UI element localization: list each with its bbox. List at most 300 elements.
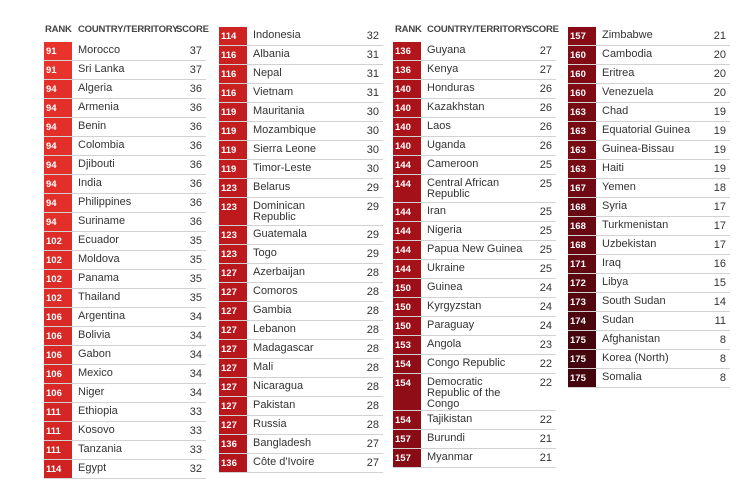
rank-cell: 172	[568, 274, 596, 292]
score-cell: 37	[189, 64, 202, 76]
country-cell: Madagascar	[253, 342, 314, 354]
ranking-row	[44, 422, 206, 441]
country-cell: Tajikistan	[427, 413, 473, 425]
score-cell: 34	[189, 349, 202, 361]
country-cell: Myanmar	[427, 451, 473, 463]
score-cell: 24	[539, 320, 552, 332]
ranking-row	[219, 359, 383, 378]
score-cell: 30	[366, 163, 379, 175]
ranking-row	[393, 317, 556, 336]
score-cell: 35	[189, 273, 202, 285]
rank-cell: 163	[568, 141, 596, 159]
score-cell: 32	[189, 463, 202, 475]
score-cell: 36	[189, 178, 202, 190]
country-header: COUNTRY/TERRITORY	[78, 24, 179, 35]
country-cell: Tanzania	[78, 443, 123, 455]
ranking-row	[44, 403, 206, 422]
score-cell: 20	[713, 68, 726, 80]
ranking-row	[393, 298, 556, 317]
country-cell: Russia	[253, 418, 287, 430]
rank-cell: 127	[219, 378, 247, 396]
rank-cell: 119	[219, 103, 247, 121]
rank-cell: 144	[393, 260, 421, 278]
rank-cell: 94	[44, 118, 72, 136]
ranking-row	[44, 156, 206, 175]
score-cell: 30	[366, 144, 379, 156]
ranking-row	[393, 279, 556, 298]
rank-cell: 160	[568, 65, 596, 83]
ranking-row	[393, 411, 556, 430]
rank-cell: 127	[219, 397, 247, 415]
rank-header: RANK	[395, 24, 422, 35]
country-cell: Bolivia	[78, 329, 111, 341]
score-cell: 26	[539, 121, 552, 133]
rank-cell: 127	[219, 302, 247, 320]
score-cell: 21	[539, 433, 552, 445]
score-cell: 36	[189, 102, 202, 114]
score-cell: 14	[713, 296, 726, 308]
rank-cell: 102	[44, 289, 72, 307]
ranking-row	[568, 141, 730, 160]
score-cell: 18	[713, 182, 726, 194]
rank-cell: 123	[219, 198, 247, 225]
rank-cell: 123	[219, 179, 247, 197]
score-cell: 33	[189, 444, 202, 456]
country-cell: Paraguay	[427, 319, 475, 331]
ranking-row	[568, 27, 730, 46]
ranking-row	[393, 118, 556, 137]
country-cell: Nicaragua	[253, 380, 304, 392]
rank-cell: 106	[44, 365, 72, 383]
country-cell: Papua New Guinea	[427, 243, 523, 255]
score-cell: 36	[189, 197, 202, 209]
country-cell: Korea (North)	[602, 352, 669, 364]
rank-cell: 114	[219, 27, 247, 45]
country-cell: Suriname	[78, 215, 126, 227]
country-cell: Democratic Republic of the Congo	[427, 376, 501, 410]
country-cell: Belarus	[253, 181, 291, 193]
score-cell: 25	[539, 178, 552, 190]
score-cell: 22	[539, 414, 552, 426]
ranking-row	[393, 222, 556, 241]
ranking-row	[393, 99, 556, 118]
rank-cell: 144	[393, 175, 421, 202]
score-cell: 21	[539, 452, 552, 464]
country-cell: Armenia	[78, 101, 119, 113]
country-cell: Nepal	[253, 67, 282, 79]
rank-cell: 140	[393, 137, 421, 155]
rank-cell: 94	[44, 175, 72, 193]
rank-cell: 106	[44, 384, 72, 402]
score-cell: 25	[539, 206, 552, 218]
score-cell: 28	[366, 286, 379, 298]
country-cell: Panama	[78, 272, 119, 284]
rank-cell: 140	[393, 99, 421, 117]
score-cell: 22	[539, 377, 552, 389]
rank-cell: 150	[393, 279, 421, 297]
country-cell: Central African Republic	[427, 177, 500, 200]
country-cell: Zimbabwe	[602, 29, 653, 41]
score-cell: 8	[719, 372, 726, 384]
country-cell: Haiti	[602, 162, 625, 174]
score-cell: 30	[366, 106, 379, 118]
rank-cell: 175	[568, 369, 596, 387]
rank-cell: 116	[219, 84, 247, 102]
score-cell: 28	[366, 419, 379, 431]
ranking-row	[219, 416, 383, 435]
ranking-row	[219, 226, 383, 245]
country-cell: Guatemala	[253, 228, 307, 240]
rank-cell: 116	[219, 65, 247, 83]
country-cell: Turkmenistan	[602, 219, 669, 231]
rank-header: RANK	[45, 24, 72, 35]
ranking-row	[44, 80, 206, 99]
country-cell: Kyrgyzstan	[427, 300, 482, 312]
score-cell: 8	[719, 353, 726, 365]
country-cell: Yemen	[602, 181, 636, 193]
rank-cell: 154	[393, 355, 421, 373]
country-cell: Gabon	[78, 348, 112, 360]
country-cell: Sierra Leone	[253, 143, 316, 155]
score-cell: 25	[539, 159, 552, 171]
score-cell: 28	[366, 305, 379, 317]
score-cell: 28	[366, 267, 379, 279]
country-cell: Uganda	[427, 139, 466, 151]
country-cell: Argentina	[78, 310, 126, 322]
country-cell: Comoros	[253, 285, 298, 297]
country-cell: Timor-Leste	[253, 162, 312, 174]
ranking-row	[219, 245, 383, 264]
ranking-row	[44, 270, 206, 289]
country-cell: Somalia	[602, 371, 642, 383]
country-cell: Gambia	[253, 304, 292, 316]
rank-cell: 160	[568, 46, 596, 64]
score-cell: 36	[189, 140, 202, 152]
ranking-row	[44, 327, 206, 346]
rank-cell: 154	[393, 374, 421, 410]
rank-cell: 150	[393, 298, 421, 316]
country-cell: Chad	[602, 105, 629, 117]
score-cell: 28	[366, 324, 379, 336]
country-cell: Philippines	[78, 196, 132, 208]
rank-cell: 168	[568, 217, 596, 235]
country-cell: Guyana	[427, 44, 466, 56]
rank-cell: 106	[44, 327, 72, 345]
country-cell: Uzbekistan	[602, 238, 657, 250]
ranking-row	[219, 340, 383, 359]
country-cell: Venezuela	[602, 86, 654, 98]
score-cell: 19	[713, 163, 726, 175]
ranking-row	[393, 374, 556, 411]
score-cell: 21	[713, 30, 726, 42]
score-cell: 34	[189, 368, 202, 380]
ranking-row	[568, 160, 730, 179]
score-cell: 22	[539, 358, 552, 370]
score-cell: 17	[713, 220, 726, 232]
score-cell: 16	[713, 258, 726, 270]
ranking-row	[219, 103, 383, 122]
country-cell: Benin	[78, 120, 107, 132]
country-cell: Thailand	[78, 291, 121, 303]
ranking-row	[568, 350, 730, 369]
ranking-row	[393, 80, 556, 99]
country-cell: Ecuador	[78, 234, 119, 246]
score-cell: 27	[539, 45, 552, 57]
ranking-row	[393, 336, 556, 355]
rank-cell: 168	[568, 236, 596, 254]
country-cell: Togo	[253, 247, 277, 259]
ranking-row	[568, 312, 730, 331]
score-cell: 24	[539, 282, 552, 294]
country-cell: Angola	[427, 338, 462, 350]
ranking-row	[44, 384, 206, 403]
rank-cell: 102	[44, 251, 72, 269]
score-cell: 24	[539, 301, 552, 313]
country-cell: Kazakhstan	[427, 101, 485, 113]
country-cell: Dominican Republic	[253, 200, 305, 223]
rank-cell: 140	[393, 118, 421, 136]
country-cell: Albania	[253, 48, 290, 60]
score-cell: 27	[366, 457, 379, 469]
ranking-row	[219, 27, 383, 46]
ranking-row	[568, 217, 730, 236]
rank-cell: 114	[44, 460, 72, 478]
rank-cell: 123	[219, 245, 247, 263]
ranking-row	[568, 65, 730, 84]
ranking-row	[393, 260, 556, 279]
score-cell: 34	[189, 387, 202, 399]
country-cell: Mali	[253, 361, 274, 373]
ranking-row	[568, 46, 730, 65]
rank-cell: 102	[44, 232, 72, 250]
score-cell: 23	[539, 339, 552, 351]
country-cell: Egypt	[78, 462, 107, 474]
rank-cell: 157	[568, 27, 596, 45]
score-cell: 35	[189, 235, 202, 247]
score-cell: 29	[366, 248, 379, 260]
score-cell: 26	[539, 83, 552, 95]
country-cell: Iran	[427, 205, 446, 217]
ranking-row	[568, 236, 730, 255]
rank-cell: 91	[44, 42, 72, 60]
score-cell: 29	[366, 201, 379, 213]
rank-cell: 127	[219, 264, 247, 282]
rank-cell: 94	[44, 80, 72, 98]
score-cell: 31	[366, 49, 379, 61]
rank-cell: 91	[44, 61, 72, 79]
score-cell: 20	[713, 49, 726, 61]
ranking-row	[219, 283, 383, 302]
ranking-row	[219, 179, 383, 198]
rank-cell: 106	[44, 308, 72, 326]
ranking-row	[219, 378, 383, 397]
rank-cell: 144	[393, 222, 421, 240]
score-cell: 30	[366, 125, 379, 137]
score-cell: 31	[366, 87, 379, 99]
ranking-row	[44, 42, 206, 61]
country-cell: Eritrea	[602, 67, 635, 79]
rank-cell: 157	[393, 430, 421, 448]
score-cell: 34	[189, 330, 202, 342]
ranking-row	[393, 355, 556, 374]
rank-cell: 160	[568, 84, 596, 102]
ranking-row	[44, 460, 206, 479]
country-cell: Congo Republic	[427, 357, 506, 369]
score-cell: 35	[189, 292, 202, 304]
score-cell: 36	[189, 216, 202, 228]
rank-cell: 175	[568, 331, 596, 349]
rank-cell: 123	[219, 226, 247, 244]
rank-cell: 163	[568, 122, 596, 140]
country-cell: Kenya	[427, 63, 459, 75]
ranking-row	[44, 61, 206, 80]
ranking-row	[568, 331, 730, 350]
score-cell: 32	[366, 30, 379, 42]
ranking-row	[568, 179, 730, 198]
country-cell: Guinea	[427, 281, 463, 293]
rank-cell: 144	[393, 203, 421, 221]
country-cell: Vietnam	[253, 86, 294, 98]
rank-cell: 102	[44, 270, 72, 288]
ranking-row	[219, 84, 383, 103]
rank-cell: 94	[44, 213, 72, 231]
ranking-row	[568, 274, 730, 293]
score-cell: 29	[366, 229, 379, 241]
score-header: SCORE	[176, 24, 209, 35]
ranking-row	[44, 251, 206, 270]
rank-cell: 163	[568, 103, 596, 121]
country-cell: Laos	[427, 120, 451, 132]
ranking-row	[219, 160, 383, 179]
score-cell: 35	[189, 254, 202, 266]
score-cell: 25	[539, 244, 552, 256]
country-cell: Moldova	[78, 253, 120, 265]
score-cell: 20	[713, 87, 726, 99]
score-cell: 26	[539, 102, 552, 114]
score-cell: 19	[713, 106, 726, 118]
ranking-row	[219, 454, 383, 473]
score-cell: 31	[366, 68, 379, 80]
ranking-row	[219, 321, 383, 340]
rank-cell: 111	[44, 422, 72, 440]
score-cell: 19	[713, 144, 726, 156]
country-cell: Guinea-Bissau	[602, 143, 675, 155]
country-cell: Sudan	[602, 314, 634, 326]
score-cell: 28	[366, 343, 379, 355]
ranking-row	[393, 156, 556, 175]
rank-cell: 94	[44, 99, 72, 117]
score-cell: 27	[366, 438, 379, 450]
score-cell: 33	[189, 425, 202, 437]
score-cell: 36	[189, 159, 202, 171]
country-cell: Equatorial Guinea	[602, 124, 691, 136]
rank-cell: 150	[393, 317, 421, 335]
country-cell: Burundi	[427, 432, 465, 444]
ranking-row	[219, 65, 383, 84]
ranking-row	[44, 346, 206, 365]
ranking-row	[219, 302, 383, 321]
country-cell: Cameroon	[427, 158, 479, 170]
country-cell: Côte d'Ivoire	[253, 456, 315, 468]
country-cell: Algeria	[78, 82, 113, 94]
country-cell: India	[78, 177, 102, 189]
country-header: COUNTRY/TERRITORY	[427, 24, 528, 35]
rank-cell: 136	[219, 454, 247, 472]
score-cell: 28	[366, 381, 379, 393]
score-cell: 26	[539, 140, 552, 152]
rank-cell: 127	[219, 416, 247, 434]
ranking-row	[44, 118, 206, 137]
country-cell: Mauritania	[253, 105, 305, 117]
country-cell: Pakistan	[253, 399, 296, 411]
ranking-row	[219, 435, 383, 454]
ranking-row	[393, 175, 556, 203]
score-cell: 17	[713, 201, 726, 213]
rank-cell: 94	[44, 194, 72, 212]
country-cell: Djibouti	[78, 158, 115, 170]
ranking-row	[393, 137, 556, 156]
rank-cell: 167	[568, 179, 596, 197]
country-cell: Sri Lanka	[78, 63, 125, 75]
ranking-row	[219, 397, 383, 416]
ranking-row	[393, 61, 556, 80]
score-cell: 29	[366, 182, 379, 194]
score-cell: 27	[539, 64, 552, 76]
rank-cell: 144	[393, 156, 421, 174]
rank-cell: 173	[568, 293, 596, 311]
ranking-row	[44, 441, 206, 460]
ranking-row	[219, 264, 383, 283]
rank-cell: 168	[568, 198, 596, 216]
country-cell: Indonesia	[253, 29, 301, 41]
rank-cell: 119	[219, 141, 247, 159]
country-cell: Bangladesh	[253, 437, 312, 449]
score-cell: 17	[713, 239, 726, 251]
rank-cell: 127	[219, 359, 247, 377]
score-cell: 34	[189, 311, 202, 323]
ranking-row	[44, 289, 206, 308]
score-cell: 33	[189, 406, 202, 418]
country-cell: Libya	[602, 276, 629, 288]
ranking-row	[219, 141, 383, 160]
country-cell: Ethiopia	[78, 405, 118, 417]
ranking-row	[219, 122, 383, 141]
ranking-row	[44, 99, 206, 118]
score-cell: 8	[719, 334, 726, 346]
country-cell: Colombia	[78, 139, 125, 151]
rank-cell: 136	[393, 61, 421, 79]
country-cell: Afghanistan	[602, 333, 661, 345]
ranking-row	[568, 84, 730, 103]
rank-cell: 111	[44, 441, 72, 459]
score-cell: 36	[189, 121, 202, 133]
rank-cell: 136	[393, 42, 421, 60]
rank-cell: 111	[44, 403, 72, 421]
ranking-row	[219, 46, 383, 65]
ranking-row	[44, 213, 206, 232]
country-cell: Mozambique	[253, 124, 316, 136]
rank-cell: 136	[219, 435, 247, 453]
ranking-row	[568, 255, 730, 274]
ranking-row	[44, 308, 206, 327]
country-cell: Mexico	[78, 367, 113, 379]
country-cell: Lebanon	[253, 323, 296, 335]
rank-cell: 127	[219, 340, 247, 358]
rank-cell: 127	[219, 283, 247, 301]
score-cell: 28	[366, 400, 379, 412]
ranking-row	[568, 369, 730, 388]
score-cell: 19	[713, 125, 726, 137]
